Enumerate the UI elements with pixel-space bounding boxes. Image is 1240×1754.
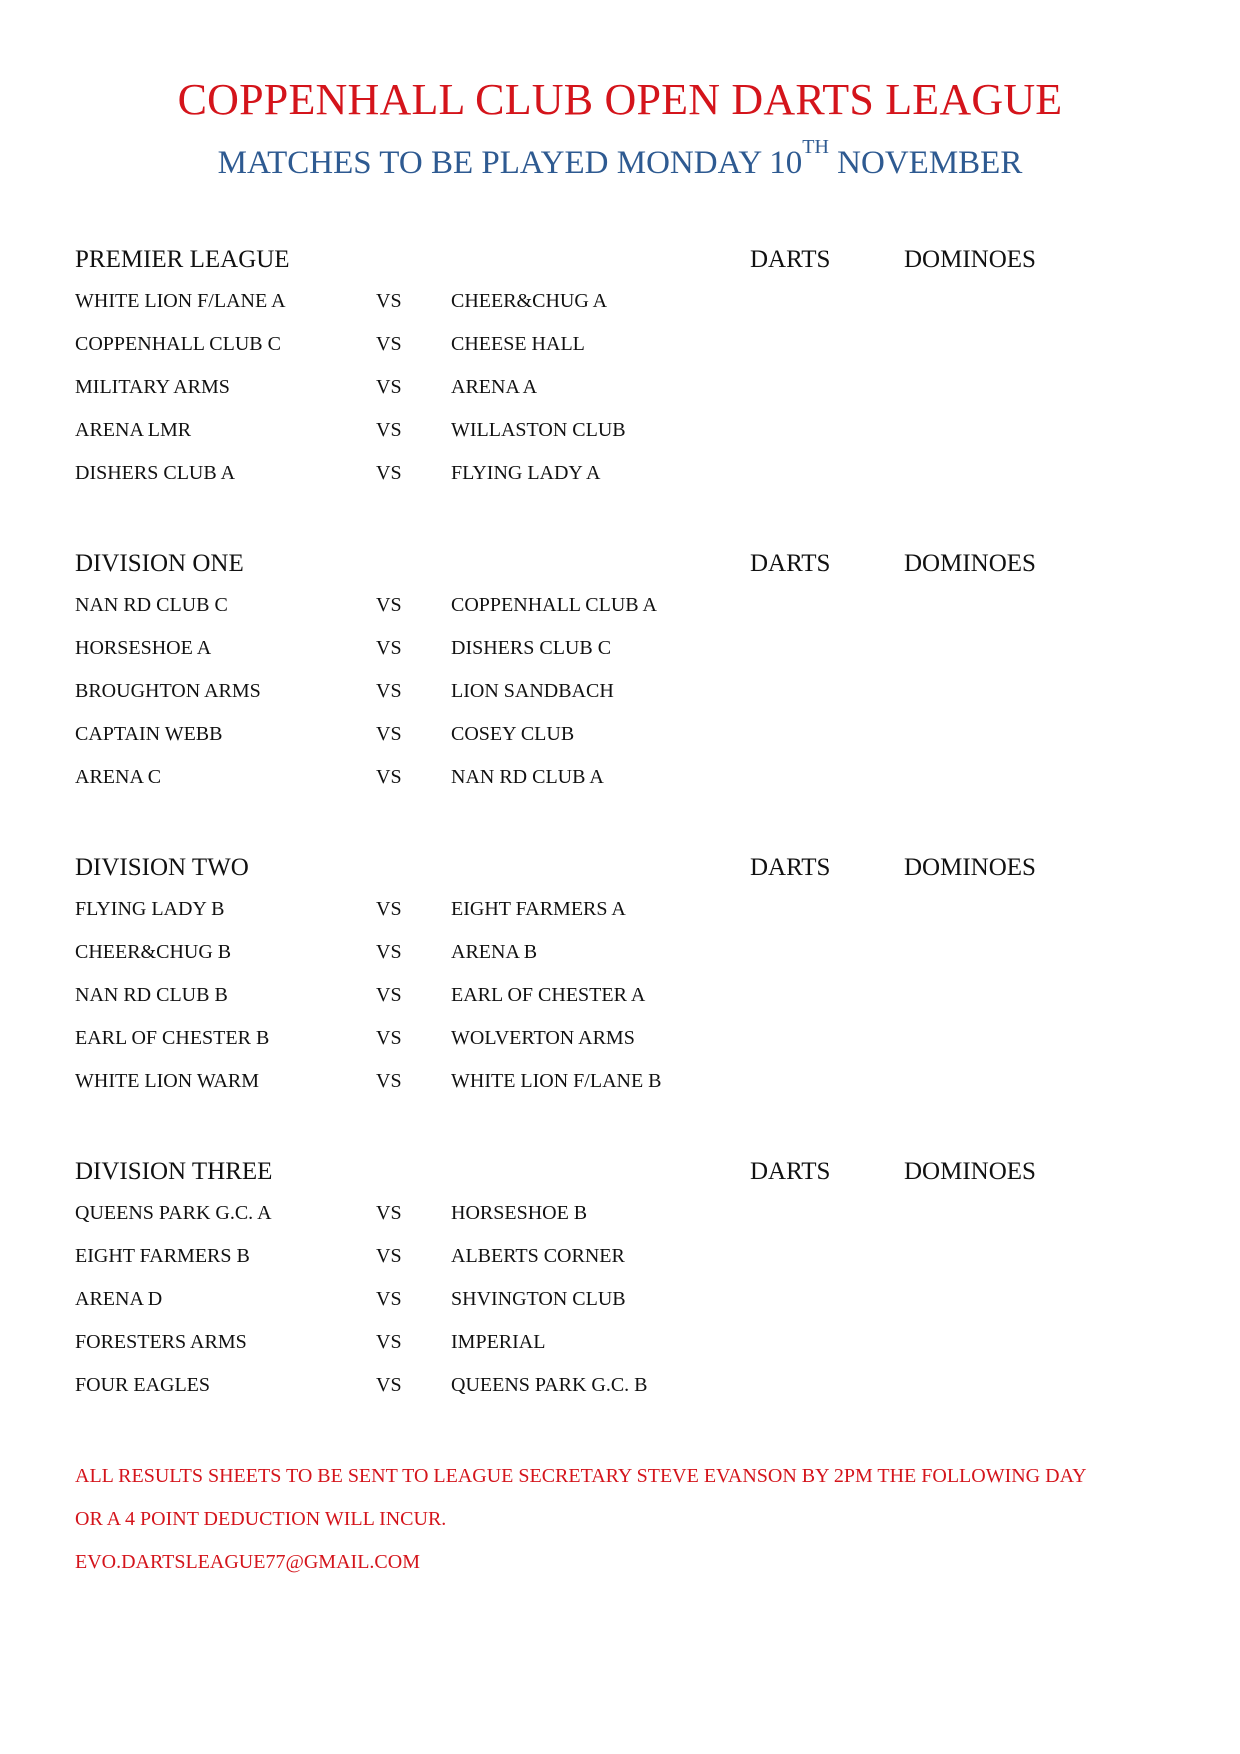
home-team: COPPENHALL CLUB C [75,333,281,355]
vs-label: VS [376,680,402,702]
match-row [75,1288,1175,1331]
match-row [75,898,1175,941]
away-team: ARENA B [451,941,538,963]
home-team: EARL OF CHESTER B [75,1027,270,1049]
division-name: PREMIER LEAGUE [75,246,290,273]
away-team: QUEENS PARK G.C. B [451,1374,648,1396]
away-team: HORSESHOE B [451,1202,588,1224]
home-team: ARENA D [75,1288,163,1310]
match-row [75,290,1175,333]
vs-label: VS [376,419,402,441]
home-team: BROUGHTON ARMS [75,680,261,702]
match-row [75,941,1175,984]
away-team: SHVINGTON CLUB [451,1288,626,1310]
match-row [75,766,1175,809]
vs-label: VS [376,1374,402,1396]
match-row [75,462,1175,505]
division-section-one [75,550,1175,809]
match-row [75,594,1175,637]
division-header [75,854,1175,898]
home-team: FORESTERS ARMS [75,1331,247,1353]
home-team: ARENA LMR [75,419,192,441]
home-team: QUEENS PARK G.C. A [75,1202,272,1224]
subtitle-main: MATCHES TO BE PLAYED MONDAY 10 [217,145,803,181]
vs-label: VS [376,1331,402,1353]
away-team: ARENA A [451,376,538,398]
home-team: EIGHT FARMERS B [75,1245,250,1267]
vs-label: VS [376,1070,402,1092]
match-row [75,680,1175,723]
match-row [75,333,1175,376]
darts-column-header: DARTS [750,246,831,273]
match-row [75,1027,1175,1070]
away-team: WOLVERTON ARMS [451,1027,635,1049]
secretary-email: EVO.DARTSLEAGUE77@GMAIL.COM [75,1551,420,1573]
vs-label: VS [376,984,402,1006]
page-title: COPPENHALL CLUB OPEN DARTS LEAGUE [177,75,1063,124]
away-team: CHEESE HALL [451,333,585,355]
match-row [75,1070,1175,1113]
away-team: LION SANDBACH [451,680,614,702]
division-header [75,246,1175,290]
away-team: WHITE LION F/LANE B [451,1070,662,1092]
match-row [75,1374,1175,1417]
home-team: MILITARY ARMS [75,376,230,398]
subtitle-end: NOVEMBER [828,145,1023,181]
vs-label: VS [376,941,402,963]
dominoes-column-header: DOMINOES [904,550,1036,577]
home-team: WHITE LION WARM [75,1070,260,1092]
away-team: NAN RD CLUB A [451,766,604,788]
division-header [75,550,1175,594]
away-team: ALBERTS CORNER [451,1245,625,1267]
dominoes-column-header: DOMINOES [904,1158,1036,1185]
match-row [75,376,1175,419]
dominoes-column-header: DOMINOES [904,246,1036,273]
dominoes-column-header: DOMINOES [904,854,1036,881]
match-row [75,1245,1175,1288]
away-team: CHEER&CHUG A [451,290,608,312]
division-header [75,1158,1175,1202]
vs-label: VS [376,898,402,920]
darts-column-header: DARTS [750,854,831,881]
vs-label: VS [376,766,402,788]
home-team: HORSESHOE A [75,637,212,659]
home-team: NAN RD CLUB C [75,594,228,616]
vs-label: VS [376,376,402,398]
division-section-two [75,854,1175,1113]
subtitle-superscript: TH [802,136,829,158]
vs-label: VS [376,1245,402,1267]
darts-column-header: DARTS [750,550,831,577]
away-team: WILLASTON CLUB [451,419,626,441]
vs-label: VS [376,723,402,745]
division-name: DIVISION THREE [75,1158,273,1185]
away-team: COSEY CLUB [451,723,575,745]
match-row [75,1202,1175,1245]
division-section-premier [75,246,1175,505]
away-team: COPPENHALL CLUB A [451,594,657,616]
vs-label: VS [376,637,402,659]
home-team: CAPTAIN WEBB [75,723,223,745]
home-team: CHEER&CHUG B [75,941,232,963]
home-team: WHITE LION F/LANE A [75,290,286,312]
notice-line-1: ALL RESULTS SHEETS TO BE SENT TO LEAGUE SECRETARY STEVE EVANSON BY 2PM THE FOLLOWING DAY [75,1465,1087,1487]
match-row [75,984,1175,1027]
division-name: DIVISION ONE [75,550,244,577]
home-team: DISHERS CLUB A [75,462,236,484]
away-team: FLYING LADY A [451,462,601,484]
match-row [75,723,1175,766]
page-subtitle [0,136,1240,183]
home-team: FLYING LADY B [75,898,225,920]
home-team: NAN RD CLUB B [75,984,228,1006]
vs-label: VS [376,1288,402,1310]
match-row [75,419,1175,462]
away-team: EARL OF CHESTER A [451,984,646,1006]
vs-label: VS [376,290,402,312]
home-team: FOUR EAGLES [75,1374,211,1396]
vs-label: VS [376,594,402,616]
notice-line-2: OR A 4 POINT DEDUCTION WILL INCUR. [75,1508,447,1530]
away-team: DISHERS CLUB C [451,637,612,659]
match-row [75,637,1175,680]
home-team: ARENA C [75,766,162,788]
vs-label: VS [376,333,402,355]
away-team: EIGHT FARMERS A [451,898,626,920]
results-notice [75,1465,1175,1594]
match-row [75,1331,1175,1374]
division-section-three [75,1158,1175,1417]
vs-label: VS [376,1027,402,1049]
vs-label: VS [376,462,402,484]
vs-label: VS [376,1202,402,1224]
away-team: IMPERIAL [451,1331,546,1353]
division-name: DIVISION TWO [75,854,249,881]
darts-column-header: DARTS [750,1158,831,1185]
